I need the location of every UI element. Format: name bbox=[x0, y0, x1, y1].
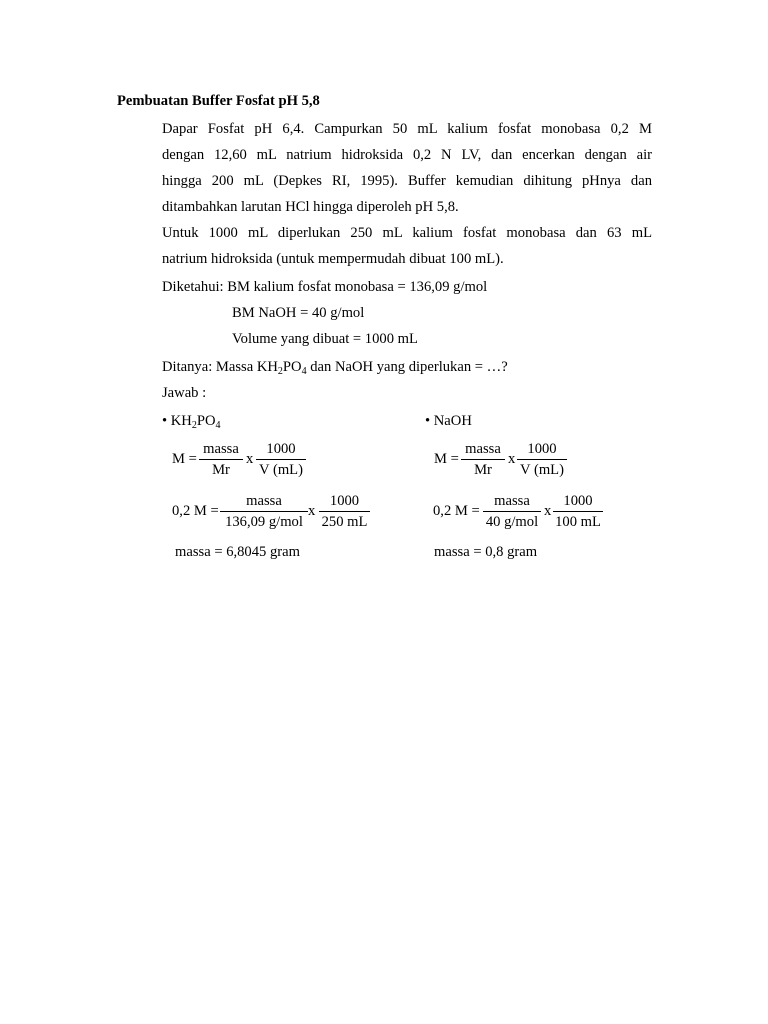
fraction-numerator: 1000 bbox=[266, 441, 296, 457]
fraction-numerator: 1000 bbox=[329, 493, 360, 509]
left-formula-fraction-massa-mr bbox=[199, 441, 243, 479]
fraction-numerator: massa bbox=[203, 441, 239, 457]
right-calc-fraction-massa bbox=[483, 493, 541, 531]
paragraph-1-line-2: dengan 12,60 mL natrium hidroksida 0,2 N LV, dan encerkan dengan air bbox=[162, 147, 652, 163]
fraction-numerator: massa bbox=[465, 441, 501, 457]
fraction-denominator: 40 g/mol bbox=[485, 514, 539, 530]
paragraph-1-line-3: hingga 200 mL (Depkes RI, 1995). Buffer kemudian dihitung pHnya dan bbox=[162, 173, 652, 189]
fraction-denominator: V (mL) bbox=[520, 462, 564, 478]
left-formula-times: x bbox=[246, 451, 254, 467]
left-calc-times: x bbox=[308, 503, 316, 519]
left-bullet-kh2po4: • $KH_2PO_4$ bbox=[162, 413, 221, 431]
fraction-denominator: V (mL) bbox=[259, 462, 303, 478]
paragraph-2-line-2: natrium hidroksida (untuk mempermudah dibuat 100 mL). bbox=[162, 251, 504, 267]
right-calc-fraction-1000 bbox=[553, 493, 603, 531]
paragraph-1-line-4: ditambahkan larutan HCl hingga diperoleh pH 5,8. bbox=[162, 199, 459, 215]
question-line: Ditanya: Massa $KH_2PO_4$ dan NaOH yang diperlukan = …? bbox=[162, 359, 508, 377]
paragraph-2-line-1: Untuk 1000 mL diperlukan 250 mL kalium fosfat monobasa dan 63 mL bbox=[162, 225, 652, 241]
left-formula-fraction-1000-v bbox=[256, 441, 306, 479]
fraction-denominator: 136,09 g/mol bbox=[225, 514, 303, 530]
left-calc-fraction-1000 bbox=[319, 493, 370, 531]
fraction-numerator: massa bbox=[246, 493, 282, 509]
left-calc-fraction-massa bbox=[220, 493, 308, 531]
fraction-numerator: 1000 bbox=[527, 441, 557, 457]
right-bullet-naoh: • NaOH bbox=[425, 413, 472, 429]
paragraph-1-line-1: Dapar Fosfat pH 6,4. Campurkan 50 mL kalium fosfat monobasa 0,2 M bbox=[162, 121, 652, 137]
right-formula-fraction-massa-mr bbox=[461, 441, 505, 479]
fraction-denominator: 250 mL bbox=[321, 514, 368, 530]
right-formula-times: x bbox=[508, 451, 516, 467]
fraction-numerator: massa bbox=[494, 493, 530, 509]
fraction-denominator: 100 mL bbox=[555, 514, 601, 530]
known-line-1: Diketahui: BM kalium fosfat monobasa = 136,09 g/mol bbox=[162, 279, 488, 295]
known-line-2: BM NaOH = 40 g/mol bbox=[232, 305, 365, 321]
left-formula-lhs: M = bbox=[172, 451, 197, 467]
right-calc-lhs: 0,2 M = bbox=[433, 503, 480, 519]
section-title: Pembuatan Buffer Fosfat pH 5,8 bbox=[117, 93, 320, 109]
fraction-numerator: 1000 bbox=[563, 493, 593, 509]
known-line-3: Volume yang dibuat = 1000 mL bbox=[232, 331, 418, 347]
left-calc-lhs: 0,2 M = bbox=[172, 503, 219, 519]
right-calc-times: x bbox=[544, 503, 552, 519]
right-formula-fraction-1000-v bbox=[517, 441, 567, 479]
right-result: massa = 0,8 gram bbox=[434, 544, 538, 560]
fraction-denominator: Mr bbox=[212, 462, 230, 478]
right-formula-lhs: M = bbox=[434, 451, 459, 467]
left-result: massa = 6,8045 gram bbox=[175, 544, 300, 560]
answer-label: Jawab : bbox=[162, 385, 207, 401]
fraction-denominator: Mr bbox=[474, 462, 492, 478]
